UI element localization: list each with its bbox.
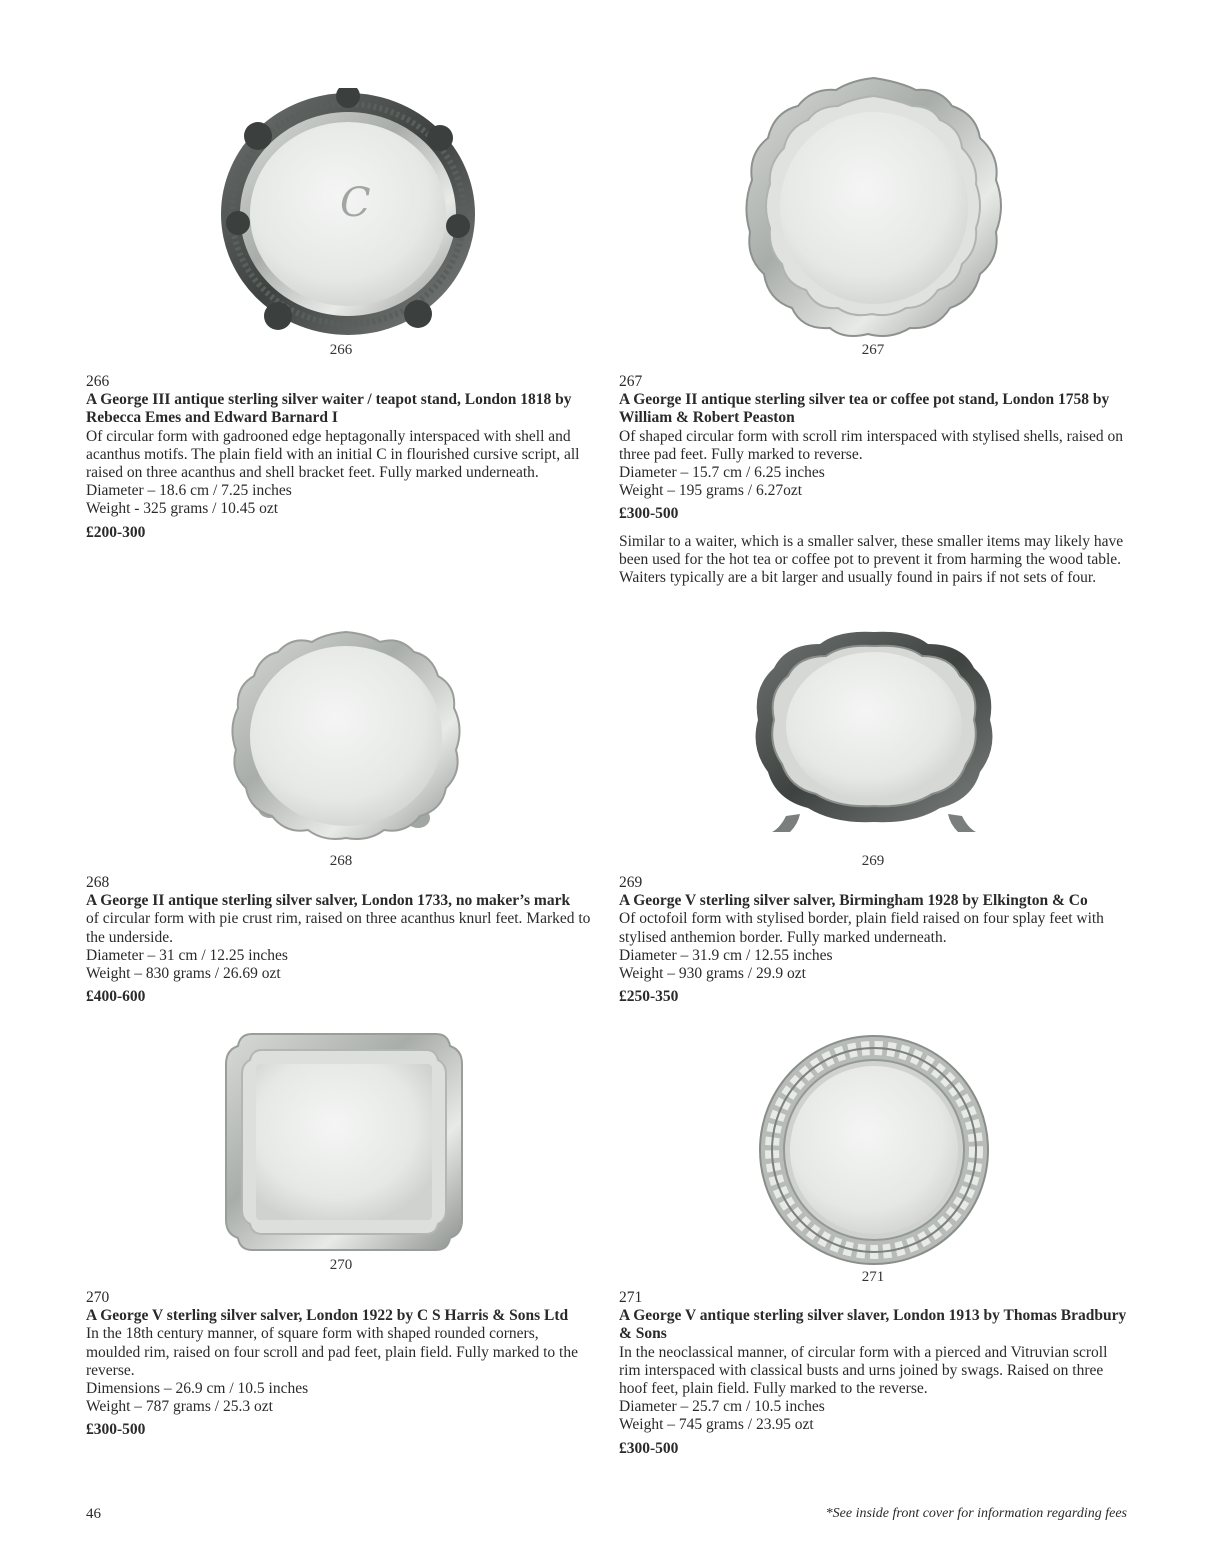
lot-title: A George II antique sterling silver tea or coffee pot stand, London 1758 by William & Robert Peaston xyxy=(619,391,1110,427)
lot-267-entry xyxy=(619,373,1129,587)
lot-267-image xyxy=(740,72,1008,342)
lot-271-entry xyxy=(619,1289,1129,1458)
lot-267-caption: 267 xyxy=(861,342,885,358)
lot-dimensions: Diameter – 15.7 cm / 6.25 inches xyxy=(619,464,825,482)
lot-weight: Weight – 787 grams / 25.3 ozt xyxy=(86,1398,273,1416)
lot-270-image xyxy=(222,1030,466,1254)
lot-269-entry xyxy=(619,874,1129,1006)
lot-number: 266 xyxy=(86,373,110,390)
lot-271-caption: 271 xyxy=(861,1269,885,1285)
fees-footnote: *See inside front cover for information regarding fees xyxy=(825,1506,1127,1521)
lot-weight: Weight – 830 grams / 26.69 ozt xyxy=(86,965,281,983)
lot-estimate: £400-600 xyxy=(86,988,146,1006)
lot-title: A George V sterling silver salver, London 1922 by C S Harris & Sons Ltd xyxy=(86,1307,569,1325)
engraved-initial: C xyxy=(340,180,371,226)
lot-number: 270 xyxy=(86,1289,110,1306)
lot-dimensions: Diameter – 31 cm / 12.25 inches xyxy=(86,946,288,964)
lot-number: 271 xyxy=(619,1289,643,1306)
lot-description: Of octofoil form with stylised border, plain field raised on four splay feet with stylised anthemion border. Fully marked underneath. xyxy=(619,910,1104,946)
lot-estimate: £300-500 xyxy=(619,505,679,523)
lot-dimensions: Diameter – 25.7 cm / 10.5 inches xyxy=(619,1398,825,1416)
lot-estimate: £300-500 xyxy=(86,1421,146,1439)
lot-number: 268 xyxy=(86,874,110,891)
lot-266-caption: 266 xyxy=(329,342,353,358)
lot-estimate: £250-350 xyxy=(619,988,679,1006)
lot-271-image xyxy=(758,1034,990,1266)
lot-number: 269 xyxy=(619,874,643,891)
lot-number: 267 xyxy=(619,373,643,390)
lot-description: Of shaped circular form with scroll rim interspaced with stylised shells, raised on three pad feet. Fully marked to reverse. xyxy=(619,427,1124,463)
lot-title: A George V antique sterling silver slaver, London 1913 by Thomas Bradbury & Sons xyxy=(619,1307,1127,1343)
lot-dimensions: Diameter – 18.6 cm / 7.25 inches xyxy=(86,482,292,500)
lot-description: In the neoclassical manner, of circular form with a pierced and Vitruvian scroll rim interspaced with classical busts and urns joined by swags. Raised on three hoof feet, plain field. Fully marked to the reverse. xyxy=(619,1343,1108,1398)
lot-dimensions: Diameter – 31.9 cm / 12.55 inches xyxy=(619,946,833,964)
lot-269-caption: 269 xyxy=(861,853,885,869)
lot-268-entry xyxy=(86,874,596,1006)
page-number: 46 xyxy=(86,1506,101,1522)
lot-weight: Weight - 325 grams / 10.45 ozt xyxy=(86,500,279,518)
lot-weight: Weight – 745 grams / 23.95 ozt xyxy=(619,1416,814,1434)
lot-estimate: £200-300 xyxy=(86,523,146,541)
lot-weight: Weight – 930 grams / 29.9 ozt xyxy=(619,965,806,983)
lot-268-caption: 268 xyxy=(329,853,353,869)
lot-description: of circular form with pie crust rim, raised on three acanthus knurl feet. Marked to the underside. xyxy=(86,910,591,946)
lot-description: Of circular form with gadrooned edge heptagonally interspaced with shell and acanthus motifs. The plain field with an initial C in flourished cursive script, all raised on three acanthus and shell bracket feet. Fully marked underneath. xyxy=(86,427,580,482)
lot-note: Similar to a waiter, which is a smaller salver, these smaller items may likely have been used for the hot tea or coffee pot to prevent it from harming the wood table. Waiters typically are a bit larger and usually found in pairs if not sets of four. xyxy=(619,532,1124,587)
lot-266-image xyxy=(218,88,478,338)
lot-title: A George III antique sterling silver waiter / teapot stand, London 1818 by Rebecca Emes and Edward Barnard I xyxy=(86,391,572,427)
lot-dimensions: Dimensions – 26.9 cm / 10.5 inches xyxy=(86,1380,309,1398)
lot-title: A George V sterling silver salver, Birmingham 1928 by Elkington & Co xyxy=(619,892,1088,910)
lot-270-caption: 270 xyxy=(329,1257,353,1273)
lot-description: In the 18th century manner, of square form with shaped rounded corners, moulded rim, raised on four scroll and pad feet, plain field. Fully marked to the reverse. xyxy=(86,1325,578,1379)
lot-estimate: £300-500 xyxy=(619,1439,679,1457)
lot-title: A George II antique sterling silver salver, London 1733, no maker’s mark xyxy=(86,892,571,910)
lot-269-image xyxy=(750,628,998,838)
lot-270-entry xyxy=(86,1289,596,1440)
lot-268-image xyxy=(228,628,464,850)
lot-266-entry xyxy=(86,373,596,542)
lot-weight: Weight – 195 grams / 6.27ozt xyxy=(619,482,803,500)
